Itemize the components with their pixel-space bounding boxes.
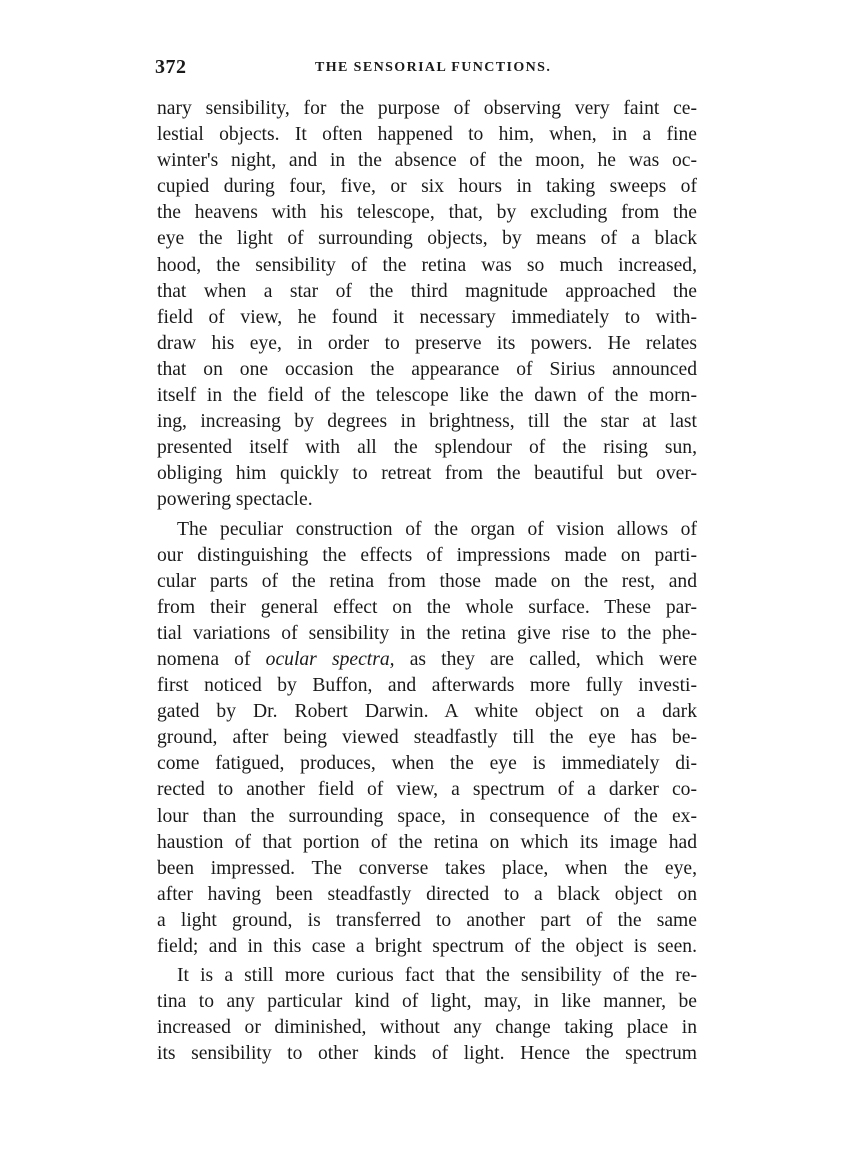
text-line: presented itself with all the splendour of the rising sun, [157,437,697,459]
text-line: field of view, he found it necessary immediately to with- [157,306,697,328]
text-line: powering spectacle. [157,489,313,511]
text-line: lour than the surrounding space, in consequence of the ex- [157,805,697,827]
body-text [157,96,697,1067]
text-line: haustion of that portion of the retina on which its image had [157,831,697,853]
text-line: The peculiar construction of the organ of vision allows of [177,518,697,540]
text-line: draw his eye, in order to preserve its powers. He relates [157,332,697,354]
text-line: cupied during four, five, or six hours in taking sweeps of [157,176,697,198]
text-line: been impressed. The converse takes place, when the eye, [157,857,697,879]
text-line: winter's night, and in the absence of the moon, he was oc- [157,150,697,172]
text-line: tina to any particular kind of light, may, in like manner, be [157,991,697,1013]
text-line: lestial objects. It often happened to him, when, in a fine [157,124,697,146]
page-number: 372 [155,56,187,78]
text-line: tial variations of sensibility in the retina give rise to the phe- [157,622,697,644]
text-line [157,647,697,673]
text-line: cular parts of the retina from those made on the rest, and [157,570,697,592]
emphasis-term: ocular spectra, [265,648,395,670]
text-line: ing, increasing by degrees in brightness, till the star at last [157,411,697,433]
text-line: It is a still more curious fact that the sensibility of the re- [177,965,697,987]
text-line: a light ground, is transferred to another part of the same [157,909,697,931]
text-segment: nomena of [157,648,251,670]
text-line: hood, the sensibility of the retina was so much increased, [157,254,697,276]
text-line: that when a star of the third magnitude approached the [157,280,697,302]
text-line: eye the light of surrounding objects, by means of a black [157,228,697,250]
text-line: ground, after being viewed steadfastly till the eye has be- [157,727,697,749]
text-line: after having been steadfastly directed to a black object on [157,883,697,905]
text-line: nary sensibility, for the purpose of observing very faint ce- [157,98,697,119]
text-line: its sensibility to other kinds of light. Hence the spectrum [157,1043,697,1065]
text-line: first noticed by Buffon, and afterwards more fully investi- [157,675,697,697]
text-line: the heavens with his telescope, that, by excluding from the [157,202,697,224]
text-line: increased or diminished, without any change taking place in [157,1017,697,1039]
text-line: field; and in this case a bright spectrum of the object is seen. [157,936,697,957]
text-line: gated by Dr. Robert Darwin. A white object on a dark [157,701,697,723]
text-line: from their general effect on the whole surface. These par- [157,596,697,618]
text-line: that on one occasion the appearance of Sirius announced [157,358,697,380]
text-line: itself in the field of the telescope like the dawn of the morn- [157,385,697,407]
text-line: rected to another field of view, a spectrum of a darker co- [157,779,697,801]
running-head [155,56,700,86]
running-title: THE SENSORIAL FUNCTIONS. [315,60,552,75]
text-line: our distinguishing the effects of impressions made on parti- [157,544,697,566]
text-line: obliging him quickly to retreat from the beautiful but over- [157,463,697,485]
text-line: come fatigued, produces, when the eye is immediately di- [157,753,697,775]
text-segment: as they are called, which were [409,648,697,670]
